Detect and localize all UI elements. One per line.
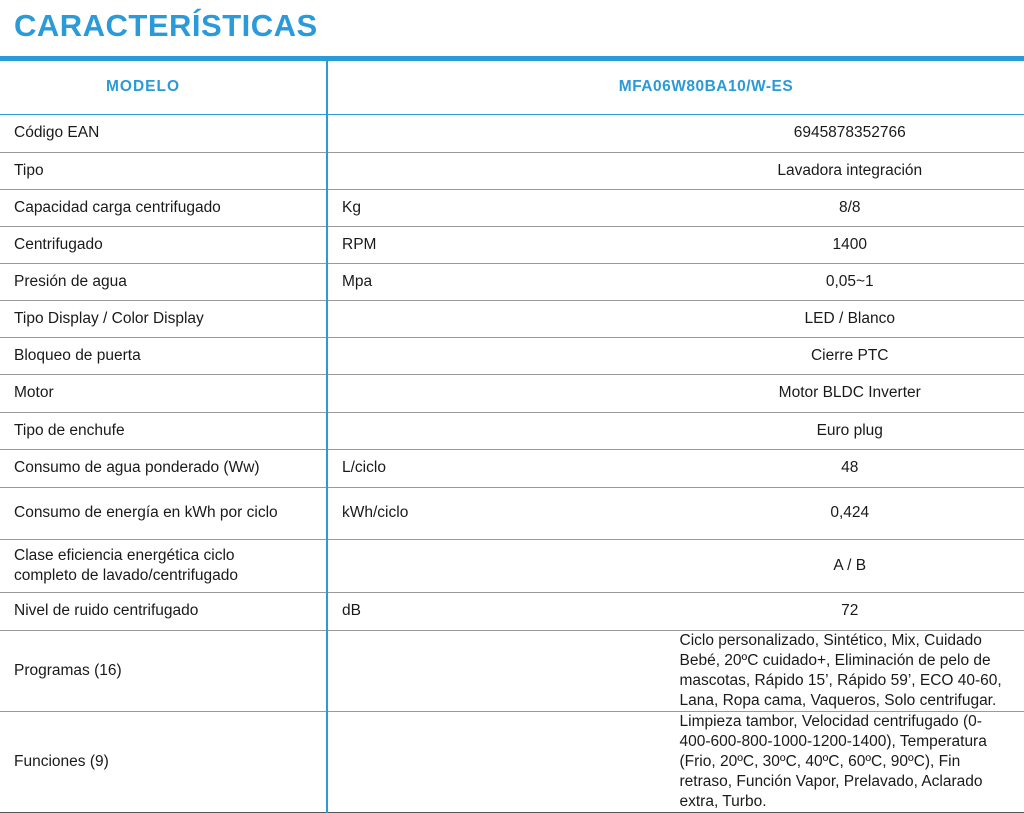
row-value: Limpieza tambor, Velocidad centrifugado (0-400-600-800-1000-1200-1400), Temperatura (Frio, 20ºC, 30ºC, 40ºC, 60ºC, 90ºC), Fin retraso, Función Vapor, Prelavado, Aclarado extra, Turbo. [676, 711, 1024, 812]
row-value: Cierre PTC [676, 337, 1024, 374]
row-label: Programas (16) [0, 630, 327, 711]
row-unit: L/ciclo [327, 449, 676, 487]
row-unit [327, 152, 676, 189]
row-unit [327, 114, 676, 152]
row-value: 0,424 [676, 487, 1024, 539]
row-unit [327, 630, 676, 711]
table-row [0, 487, 1024, 539]
row-unit [327, 412, 676, 449]
row-label: Clase eficiencia energética ciclo completo de lavado/centrifugado [0, 539, 327, 592]
row-value: LED / Blanco [676, 300, 1024, 337]
row-unit: RPM [327, 226, 676, 263]
row-value: 8/8 [676, 189, 1024, 226]
row-value: 72 [676, 592, 1024, 630]
row-label: Presión de agua [0, 263, 327, 300]
table-row [0, 114, 1024, 152]
row-value: 48 [676, 449, 1024, 487]
table-row [0, 263, 1024, 300]
row-unit [327, 300, 676, 337]
specifications-table [0, 61, 1024, 813]
table-row [0, 226, 1024, 263]
row-value: Euro plug [676, 412, 1024, 449]
row-unit: dB [327, 592, 676, 630]
row-value: Lavadora integración [676, 152, 1024, 189]
table-row [0, 630, 1024, 711]
table-header-row [0, 61, 1024, 114]
row-label: Bloqueo de puerta [0, 337, 327, 374]
row-label: Tipo Display / Color Display [0, 300, 327, 337]
row-unit: kWh/ciclo [327, 487, 676, 539]
row-unit: Kg [327, 189, 676, 226]
row-label: Código EAN [0, 114, 327, 152]
row-value: Ciclo personalizado, Sintético, Mix, Cuidado Bebé, 20ºC cuidado+, Eliminación de pelo de mascotas, Rápido 15’, Rápido 59’, ECO 40-60, Lana, Ropa cama, Vaqueros, Solo centrifugar. [676, 630, 1024, 711]
row-value: 1400 [676, 226, 1024, 263]
table-row [0, 539, 1024, 592]
row-label: Consumo de energía en kWh por ciclo [0, 487, 327, 539]
row-value: A / B [676, 539, 1024, 592]
row-unit [327, 539, 676, 592]
row-label: Capacidad carga centrifugado [0, 189, 327, 226]
row-value: 0,05~1 [676, 263, 1024, 300]
table-row [0, 449, 1024, 487]
row-unit [327, 374, 676, 412]
row-unit [327, 711, 676, 812]
row-value: Motor BLDC Inverter [676, 374, 1024, 412]
header-model-value: MFA06W80BA10/W-ES [327, 61, 1024, 114]
header-model-label: MODELO [0, 61, 327, 114]
table-row [0, 300, 1024, 337]
table-row [0, 189, 1024, 226]
table-row [0, 412, 1024, 449]
row-value: 6945878352766 [676, 114, 1024, 152]
page-title: CARACTERÍSTICAS [14, 8, 318, 43]
row-label: Motor [0, 374, 327, 412]
table-row [0, 152, 1024, 189]
table-row [0, 374, 1024, 412]
row-label: Consumo de agua ponderado (Ww) [0, 449, 327, 487]
table-row [0, 337, 1024, 374]
row-label: Tipo de enchufe [0, 412, 327, 449]
row-label: Tipo [0, 152, 327, 189]
row-unit: Mpa [327, 263, 676, 300]
row-label: Centrifugado [0, 226, 327, 263]
table-row [0, 711, 1024, 812]
row-unit [327, 337, 676, 374]
table-row [0, 592, 1024, 630]
row-label: Nivel de ruido centrifugado [0, 592, 327, 630]
row-label: Funciones (9) [0, 711, 327, 812]
